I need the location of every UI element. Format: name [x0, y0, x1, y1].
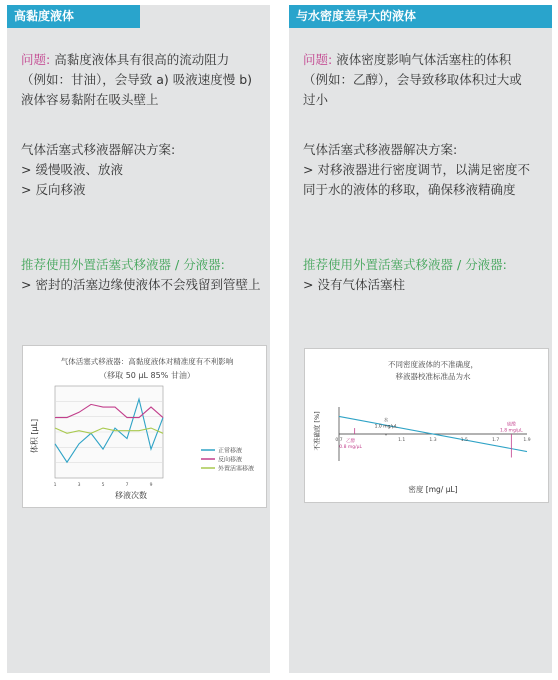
problem-text: 高黏度液体具有很高的流动阻力 — [54, 52, 230, 67]
x-tick-label: 3 — [77, 483, 81, 488]
x-tick-label: 7 — [125, 483, 129, 488]
recommend-title: 推荐使用外置活塞式移液器 / 分液器: — [303, 257, 507, 272]
problem-label: 问题: — [303, 52, 333, 67]
recommend-block — [21, 255, 266, 295]
header-accent — [136, 5, 140, 28]
legend-label: 外置活塞移液 — [218, 465, 255, 473]
panel-high-viscosity — [7, 5, 270, 673]
x-tick-label: 1.9 — [523, 438, 531, 443]
problem-text: 液体密度影响气体活塞柱的体积 — [336, 52, 512, 67]
chart-subtitle: 移液器校准标准品为水 — [395, 372, 471, 381]
x-tick-label: 1.7 — [492, 438, 500, 443]
header-accent — [418, 5, 552, 28]
solution-title: 气体活塞式移液器解决方案: — [303, 142, 458, 157]
x-tick-label: 1.1 — [398, 438, 406, 443]
viscosity-chart-svg — [23, 346, 266, 507]
chart-ylabel: 不准确度 [%] — [313, 411, 321, 451]
solution-item: > 对移液器进行密度调节，以满足密度不 — [303, 162, 530, 177]
solution-item: > 反向移液 — [21, 182, 86, 197]
problem-line-1 — [303, 50, 548, 70]
chart-ylabel: 体积 [µL] — [30, 418, 39, 454]
annotation-density: 1.8 mg/µL — [499, 428, 523, 434]
recommend-title: 推荐使用外置活塞式移液器 / 分液器: — [21, 257, 225, 272]
annotation-label: 乙醇 — [346, 439, 356, 445]
problem-block — [21, 50, 266, 110]
problem-line-3: 液体容易黏附在吸头壁上 — [21, 92, 159, 107]
annotation-label: 硫酸 — [506, 422, 516, 428]
x-tick-label: 9 — [149, 483, 153, 488]
chart-subtitle: （移取 50 µL 85% 甘油） — [99, 371, 195, 380]
problem-line-3: 过小 — [303, 92, 329, 107]
solution-item: 同于水的液体的移取，确保移液精确度 — [303, 182, 516, 197]
x-tick-label: 0.7 — [335, 438, 343, 443]
x-tick-label: 1.5 — [460, 438, 468, 443]
problem-block — [303, 50, 548, 110]
solution-title: 气体活塞式移液器解决方案: — [21, 142, 176, 157]
solution-block — [21, 140, 266, 200]
panel-header: 与水密度差异大的液体 — [289, 5, 418, 28]
chart-title: 气体活塞式移液器：高黏度液体对精准度有不利影响 — [60, 357, 234, 366]
recommend-block — [303, 255, 548, 295]
x-tick-label: 1 — [53, 483, 57, 488]
recommend-item: > 密封的活塞边缘使液体不会残留到管壁上 — [21, 277, 261, 292]
problem-line-2: （例如：乙醇），会导致移取体积过大或 — [303, 72, 522, 87]
density-chart — [304, 348, 549, 503]
problem-label: 问题: — [21, 52, 51, 67]
legend-label: 正常移液 — [218, 447, 243, 455]
annotation-density: 0.8 mg/µL — [339, 445, 363, 451]
panel-density — [289, 5, 552, 673]
chart-title: 不同密度液体的不准确度， — [388, 360, 478, 369]
chart-xlabel: 移液次数 — [115, 491, 147, 500]
density-chart-svg — [305, 349, 548, 502]
viscosity-chart — [22, 345, 267, 508]
annotation-density: 1.0 mg/µL — [374, 424, 398, 430]
solution-item: > 缓慢吸液、放液 — [21, 162, 123, 177]
solution-block — [303, 140, 548, 200]
annotation-label: 水 — [383, 418, 389, 424]
chart-xlabel: 密度 [mg/ µL] — [408, 485, 458, 494]
x-tick-label: 5 — [101, 483, 105, 488]
legend-label: 反向移液 — [218, 456, 243, 464]
problem-line-2: （例如：甘油），会导致 a) 吸液速度慢 b) — [21, 72, 253, 87]
recommend-item: > 没有气体活塞柱 — [303, 277, 405, 292]
x-tick-label: 1.3 — [429, 438, 437, 443]
panel-header: 高黏度液体 — [7, 5, 136, 28]
problem-line-1 — [21, 50, 266, 70]
